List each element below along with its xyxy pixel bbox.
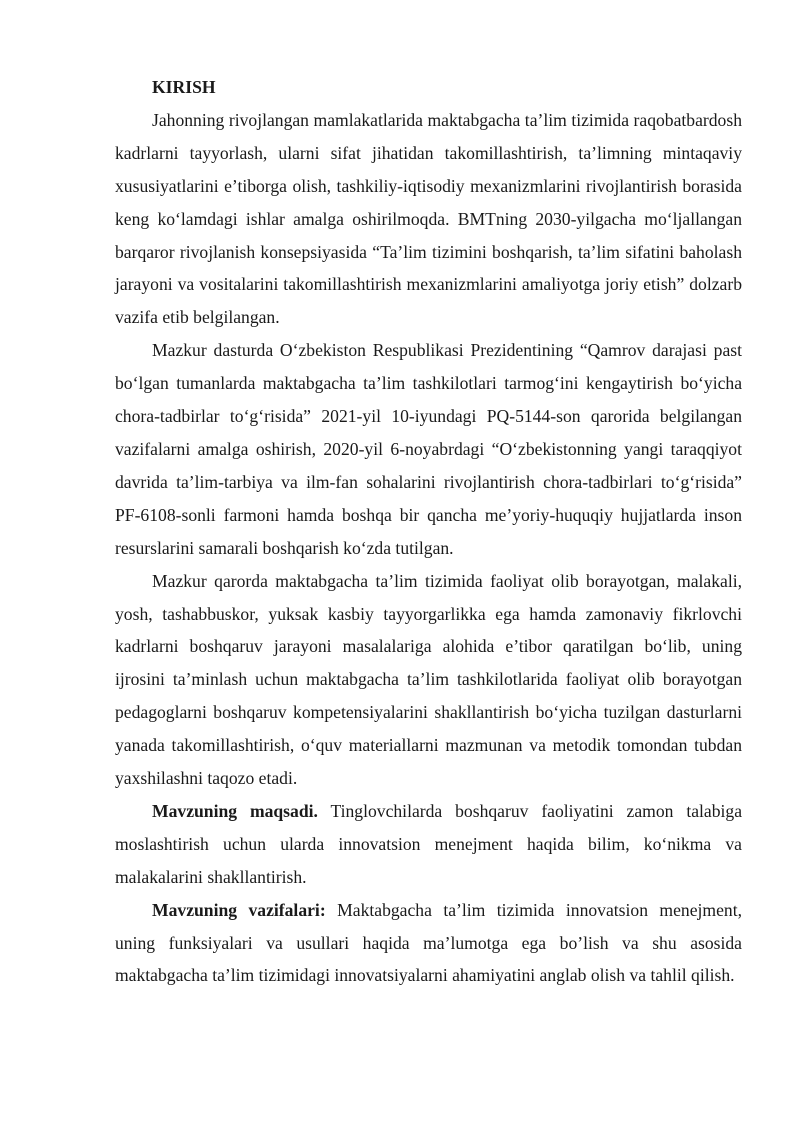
goal-lead: Mavzuning maqsadi. xyxy=(152,800,318,821)
paragraph-intro xyxy=(115,104,742,334)
paragraph-text: Mazkur dasturda O‘zbekiston Respublikasi Prezidentining “Qamrov darajasi past bo‘lgan tumanlarda maktabgacha ta’lim tashkilotlari tarmog‘ini kengaytirish bo‘yicha chora-tadbirlar to‘g‘risida” 2021-yil 10-iyundagi PQ-5144-son qarorida belgilangan vazifalarni amalga oshirish, 2020-yil 6-noyabrdagi “O‘zbekistonning yangi taraqqiyot davrida ta’lim-tarbiya va ilm-fan sohalarini rivojlantirish chora-tadbirlari to‘g‘risida” PF-6108-sonli farmoni hamda boshqa bir qancha me’yoriy-huquqiy hujjatlarda inson resurslarini samarali boshqarish ko‘zda tutilgan. xyxy=(115,340,742,558)
section-heading: KIRISH xyxy=(152,77,216,97)
paragraph-text: Mazkur qarorda maktabgacha ta’lim tizimida faoliyat olib borayotgan, malakali, yosh, tashabbuskor, yuksak kasbiy tayyorgarlikka ega hamda zamonaviy fikrlovchi kadrlarni boshqaruv jarayoni masalalariga alohida e’tibor qaratilgan bo‘lib, uning ijrosini ta’minlash uchun maktabgacha ta’lim tashkilotlarida faoliyat olib borayotgan pedagoglarni boshqaruv kompetensiyalarini shakllantirish bo‘yicha tuzilgan dasturlarni yanada takomillashtirish, o‘quv materiallarni mazmunan va metodik tomondan tubdan yaxshilashni taqozo etadi. xyxy=(115,570,742,789)
paragraph-program xyxy=(115,334,742,564)
paragraph-text: Tinglovchilarda boshqaruv faoliyatini zamon talabiga moslashtirish uchun ularda innovatsion menejment haqida bilim, ko‘nikma va malakalarini shakllantirish. xyxy=(115,800,743,887)
paragraph-text: Maktabgacha ta’lim tizimida innovatsion menejment, uning funksiyalari va usullari haqida ma’lumotga ega bo’lish va shu asosida maktabgacha ta’lim tizimidagi innovatsiyalarni ahamiyatini anglab olish va tahlil qilish. xyxy=(115,899,743,986)
paragraph-text: Jahonning rivojlangan mamlakatlarida maktabgacha ta’lim tizimida raqobatbardosh kadrlarni tayyorlash, ularni sifat jihatidan takomillashtirish, ta’limning mintaqaviy xususiyatlarini e’tiborga olish, tashkiliy-iqtisodiy mexanizmlarini rivojlantirish borasida keng ko‘lamdagi ishlar amalga oshirilmoqda. BMTning 2030-yilgacha mo‘ljallangan barqaror rivojlanish konsepsiyasida “Ta’lim tizimini boshqarish, ta’lim sifatini baholash jarayoni va vositalarini takomillashtirish mexanizmlarini amaliyotga joriy etish” dolzarb vazifa etib belgilangan. xyxy=(115,109,742,328)
paragraph-tasks xyxy=(115,894,742,993)
tasks-lead: Mavzuning vazifalari: xyxy=(152,899,326,920)
paragraph-resolution xyxy=(115,565,742,795)
document-body xyxy=(115,71,742,992)
paragraph-goal xyxy=(115,795,742,894)
